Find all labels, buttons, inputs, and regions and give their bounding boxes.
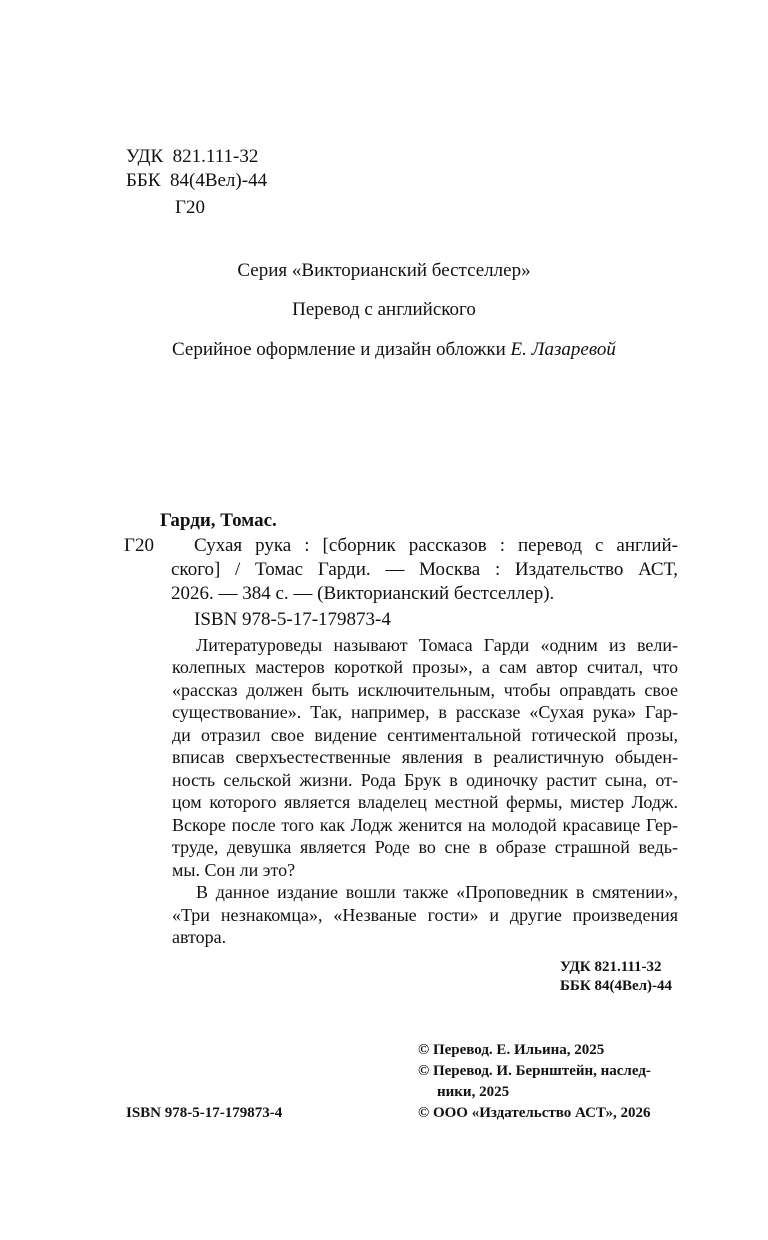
footer-bbk: ББК 84(4Вел)-44 [560, 978, 673, 994]
footer-udk: УДК 821.111-32 [560, 959, 662, 975]
design-prefix: Серийное оформление и дизайн обложки [172, 339, 506, 360]
annotation-line-10: труде, девушка является Роде во сне в образе страшной ведь- [172, 837, 678, 857]
annotation-line-14: автора. [172, 927, 227, 947]
catalog-line-1: Сухая рука : [сборник рассказов : перевод с англий- [194, 535, 678, 556]
annotation-line-11: мы. Сон ли это? [172, 860, 296, 880]
annotation-line-3: «рассказ должен быть исключительным, чтобы оправдать свое [172, 680, 678, 700]
series-line: Серия «Викторианский бестселлер» [237, 260, 531, 281]
catalog-isbn: ISBN 978-5-17-179873-4 [194, 609, 391, 630]
copyright-line-3: ники, 2025 [437, 1084, 510, 1100]
catalog-mark: Г20 [124, 535, 154, 556]
copyright-line-1: © Перевод. Е. Ильина, 2025 [418, 1042, 605, 1058]
annotation-line-4: существование». Так, например, в рассказе «Сухая рука» Гар- [172, 702, 678, 722]
copyright-line-2: © Перевод. И. Бернштейн, наслед- [418, 1063, 651, 1079]
udk-code: 821.111-32 [172, 146, 259, 167]
catalog-author: Гарди, Томас. [160, 510, 277, 531]
translation-line: Перевод с английского [292, 299, 476, 320]
udk-line [126, 145, 258, 168]
annotation-line-9: Вскоре после того как Лодж женится на молодой красавице Гер- [172, 815, 678, 835]
isbn-bottom: ISBN 978-5-17-179873-4 [126, 1105, 283, 1121]
annotation-line-7: ность сельской жизни. Рода Брук в одиночку растит сына, от- [172, 770, 678, 790]
annotation-line-2: колепных мастеров короткой прозы», а сам автор считал, что [172, 657, 678, 677]
design-line [172, 338, 616, 361]
catalog-line-2: ского] / Томас Гарди. — Москва : Издательство АСТ, [171, 559, 678, 580]
annotation-line-12: В данное издание вошли также «Проповедник в смятении», [196, 882, 678, 902]
annotation-line-1: Литературоведы называют Томаса Гарди «одним из вели- [196, 635, 678, 655]
bbk-code: 84(4Вел)-44 [170, 170, 268, 191]
author-mark-top: Г20 [175, 197, 205, 218]
annotation-line-5: ди отразил свое видение сентиментальной готической прозы, [172, 725, 678, 745]
catalog-line-3: 2026. — 384 с. — (Викторианский бестселлер). [171, 583, 555, 604]
annotation-line-8: цом которого является владелец местной фермы, мистер Лодж. [172, 792, 678, 812]
bbk-label: ББК [126, 170, 161, 191]
annotation-line-13: «Три незнакомца», «Незваные гости» и другие произведения [172, 905, 678, 925]
copyright-line-4: © ООО «Издательство АСТ», 2026 [418, 1105, 651, 1121]
annotation-line-6: вписав сверхъестественные явления в реалистичную обыден- [172, 747, 678, 767]
bbk-line [126, 169, 267, 192]
designer-name: Е. Лазаревой [510, 339, 616, 360]
udk-label: УДК [126, 146, 164, 167]
